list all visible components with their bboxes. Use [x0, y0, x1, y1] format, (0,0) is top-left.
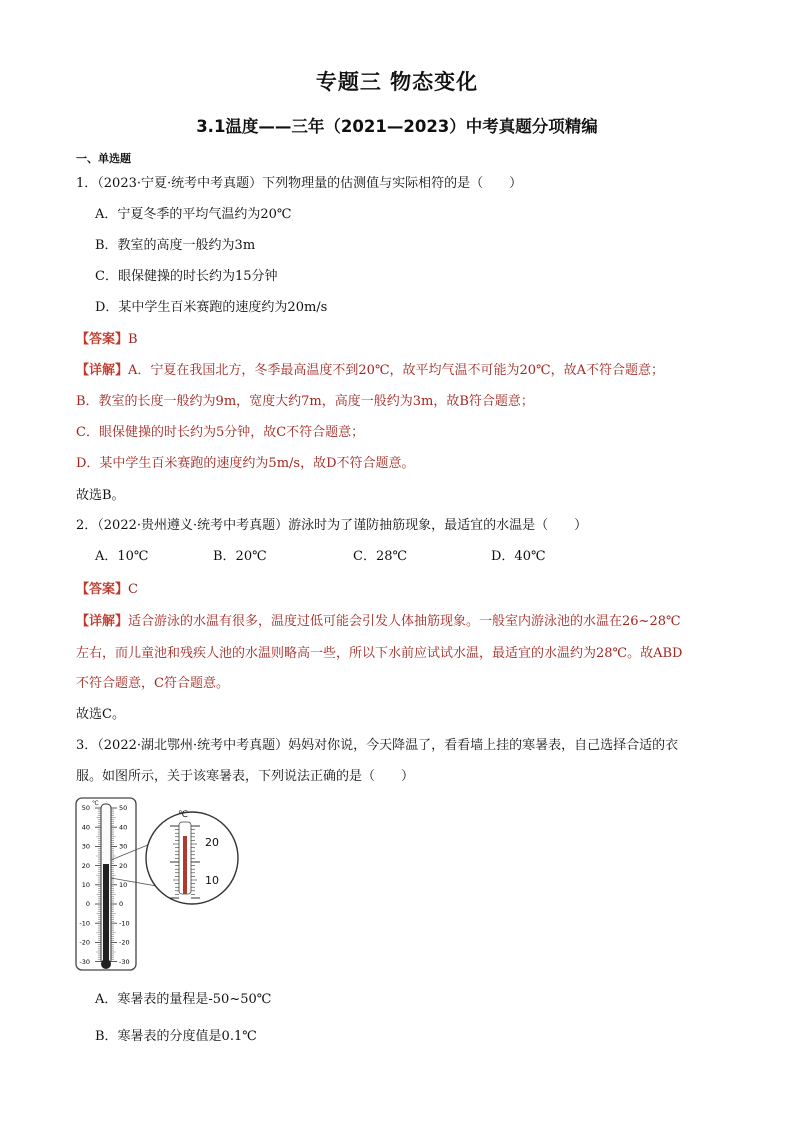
zoom-unit: ℃: [178, 810, 189, 820]
thermometer-left-scale: [79, 804, 90, 966]
left-scale-label: 30: [81, 842, 90, 851]
question-2-option-d: D．40℃: [491, 549, 546, 564]
answer-value: B: [128, 332, 138, 347]
answer-label: 【答案】: [76, 582, 129, 597]
left-scale-label: 40: [81, 823, 90, 832]
question-2-detail-line: 左右，而儿童池和残疾人池的水温则略高一些，所以下水前应试试水温，最适宜的水温约为28℃。故ABD: [76, 646, 683, 661]
question-3-option-b: B．寒暑表的分度值是0.1℃: [95, 1029, 257, 1044]
detail-label: 【详解】: [76, 363, 129, 378]
left-scale-label: 20: [81, 861, 90, 870]
question-1-stem: 1．（2023·宁夏·统考中考真题）下列物理量的估测值与实际相符的是（ ）: [76, 176, 523, 191]
section-heading: 一、单选题: [76, 152, 131, 165]
question-3-stem-line-1: 3．（2022·湖北鄂州·统考中考真题）妈妈对你说，今天降温了，看看墙上挂的寒暑表，自己选择合适的衣: [76, 738, 679, 753]
question-1-option-c: C．眼保健操的时长约为15分钟: [95, 269, 278, 284]
detail-text: 适合游泳的水温有很多，温度过低可能会引发人体抽筋现象。一般室内游泳池的水温在26~28℃: [128, 614, 681, 629]
question-2-conclusion: 故选C。: [76, 707, 125, 722]
question-3-stem-line-2: 服。如图所示，关于该寒暑表，下列说法正确的是（ ）: [76, 769, 415, 784]
left-scale-label: 50: [81, 804, 90, 813]
zoom-liquid: [183, 836, 187, 894]
page-title: 专题三 物态变化: [315, 70, 479, 94]
question-1-detail-line: B．教室的长度一般约为9m，宽度大约7m，高度一般约为3m，故B符合题意；: [76, 394, 534, 409]
question-1-detail-line: [76, 359, 664, 378]
right-scale-label: -10: [119, 919, 130, 928]
question-2-detail-line: [76, 610, 681, 629]
question-2-option-a: A．10℃: [95, 549, 149, 564]
answer-value: C: [128, 582, 138, 597]
zoom-label-10: 10: [205, 874, 219, 887]
thermometer-liquid: [103, 864, 109, 964]
answer-label: 【答案】: [76, 332, 129, 347]
left-scale-label: -30: [79, 957, 90, 966]
left-scale-label: -10: [79, 919, 90, 928]
question-2-detail-line: 不符合题意，C符合题意。: [76, 676, 229, 691]
question-2-stem: 2．（2022·贵州遵义·统考中考真题）游泳时为了谨防抽筋现象，最适宜的水温是（ ）: [76, 518, 588, 533]
left-scale-label: -20: [79, 938, 90, 947]
detail-text: A．宁夏在我国北方，冬季最高温度不到20℃，故平均气温不可能为20℃，故A不符合题意；: [128, 363, 664, 378]
question-1-option-b: B．教室的高度一般约为3m: [95, 238, 256, 253]
question-1-conclusion: 故选B。: [76, 488, 125, 503]
right-scale-label: 40: [119, 823, 128, 832]
right-scale-label: 50: [119, 804, 128, 813]
question-1-detail-line: D．某中学生百米赛跑的速度约为5m/s，故D不符合题意。: [76, 456, 415, 471]
left-scale-label: 10: [81, 881, 90, 889]
zoom-label-20: 20: [205, 836, 219, 849]
right-scale-label: 30: [119, 842, 128, 851]
detail-label: 【详解】: [76, 614, 129, 629]
question-1-answer: [76, 328, 138, 347]
question-1-option-a: A．宁夏冬季的平均气温约为20℃: [95, 207, 292, 222]
right-scale-label: -20: [119, 938, 130, 947]
thermometer-figure: [74, 796, 314, 974]
left-scale-label: 0: [85, 900, 90, 909]
question-2-option-b: B．20℃: [213, 549, 267, 564]
question-2-answer: [76, 578, 138, 597]
right-scale-label: 0: [119, 900, 124, 909]
question-1-option-d: D．某中学生百米赛跑的速度约为20m/s: [95, 300, 328, 315]
right-scale-label: 20: [119, 861, 128, 870]
right-scale-label: -30: [119, 957, 130, 966]
thermometer-unit: ℃: [92, 800, 99, 807]
thermometer-bulb: [101, 959, 111, 969]
right-scale-label: 10: [119, 881, 128, 889]
question-2-option-c: C．28℃: [353, 549, 408, 564]
question-3-option-a: A．寒暑表的量程是-50~50℃: [95, 992, 272, 1007]
question-1-detail-line: C．眼保健操的时长约为5分钟，故C不符合题意；: [76, 425, 365, 440]
page-subtitle: 3.1温度——三年（2021—2023）中考真题分项精编: [196, 117, 598, 136]
